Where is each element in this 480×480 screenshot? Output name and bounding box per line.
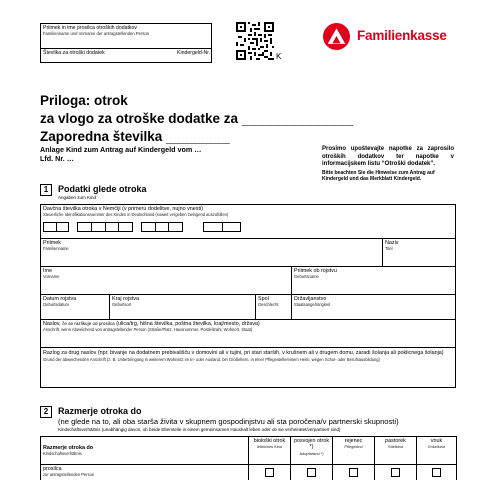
nationality-label-de: Staatsangehörigkeit bbox=[294, 302, 331, 308]
applicant-name-label-de: Familienname und Vorname der antragstellenden Person bbox=[43, 31, 150, 36]
child-benefit-number-field[interactable] bbox=[41, 48, 211, 62]
sex-field[interactable] bbox=[255, 295, 291, 319]
title-line-1: Priloga: otrok bbox=[40, 93, 128, 108]
birth-details-row bbox=[41, 295, 455, 320]
column-adopted-label: posvojen otrok *) bbox=[293, 438, 330, 451]
column-grandchild-label: vnuk bbox=[430, 438, 443, 444]
qr-marker-letter: K bbox=[276, 52, 282, 61]
column-stepchild-label: pastorek bbox=[385, 438, 406, 444]
tin-row bbox=[41, 205, 455, 239]
sex-label: Spol bbox=[258, 296, 269, 302]
sex-label-de: Geschlecht bbox=[258, 302, 279, 308]
tin-boxes-group-1[interactable] bbox=[43, 222, 69, 232]
subtitle-de: Anlage Kind zum Antrag auf Kindergeld vom … bbox=[40, 145, 202, 154]
reason-row bbox=[41, 348, 455, 388]
checkbox-adopted[interactable] bbox=[307, 468, 316, 477]
tin-boxes-group-4[interactable] bbox=[203, 222, 241, 232]
column-foster bbox=[333, 437, 375, 465]
birthname-field[interactable] bbox=[291, 267, 455, 294]
section-1-number: 1 bbox=[40, 184, 52, 196]
address-field[interactable] bbox=[41, 320, 455, 347]
pob-label: Kraj rojstva bbox=[112, 296, 139, 302]
child-details-grid bbox=[40, 204, 456, 388]
subtitle-number: Lfd. Nr. … bbox=[40, 154, 74, 163]
column-stepchild bbox=[375, 437, 417, 465]
title-sequence-blank[interactable]: ________ bbox=[166, 129, 231, 144]
address-row bbox=[41, 320, 455, 348]
benefit-number-label: Številka za otroški dodatek bbox=[43, 50, 105, 56]
column-grandchild-label-de: Enkelkind bbox=[428, 444, 445, 450]
checkbox-stepchild[interactable] bbox=[391, 468, 400, 477]
dob-label-de: Geburtsdatum bbox=[43, 302, 69, 308]
firstname-label: Ime bbox=[43, 268, 52, 274]
applicant-name-field[interactable] bbox=[41, 24, 211, 37]
title-field[interactable] bbox=[382, 239, 455, 266]
nationality-field[interactable] bbox=[291, 295, 455, 319]
dob-field[interactable] bbox=[41, 295, 109, 319]
logo-text: Familienkasse bbox=[357, 28, 447, 43]
instructions-note-sl: Prosimo upoštevajte napotke za zaprosilo otroških dodatkov ter napotke v informacijskem listu “Otroški dodatek”. bbox=[322, 146, 454, 168]
reason-field[interactable] bbox=[41, 348, 455, 387]
address-label-condition: če se razlikuje od prosilca bbox=[62, 321, 115, 326]
title-year-blank[interactable]: ______________ bbox=[241, 111, 354, 126]
tin-boxes-group-3[interactable] bbox=[141, 222, 183, 232]
checkbox-cell-stepchild bbox=[375, 465, 417, 480]
relationship-header-label: Razmerje otroka do bbox=[43, 444, 94, 451]
section-2-number: 2 bbox=[40, 406, 52, 418]
pob-field[interactable] bbox=[109, 295, 255, 319]
relationship-header-label-de: Kindschaftsverhältnis bbox=[43, 451, 82, 457]
surname-label-de: Familienname bbox=[43, 246, 69, 252]
column-biological bbox=[249, 437, 291, 465]
checkbox-cell-foster bbox=[333, 465, 375, 480]
title-line-3 bbox=[40, 128, 230, 146]
section-1-subtitle: Angaben zum Kind bbox=[58, 195, 97, 200]
reason-label-de: Grund der abweichenden Anschrift (z. B. Unterbringung in weiterem Wohnsitz im In- oder Ausland, bei Großeltern, in einer Pflegestelle/einem Heim, wegen Schul- oder Berufsausbildung) bbox=[43, 357, 380, 362]
birthname-label: Priimek ob rojstvu bbox=[294, 268, 337, 274]
tin-label: Davčna številka otroka v Nemčiji (v primeru dodelitve, nujno vnesti) bbox=[43, 206, 203, 212]
dob-label: Datum rojstva bbox=[43, 296, 77, 302]
instructions-note bbox=[322, 146, 454, 182]
tin-field[interactable] bbox=[41, 205, 455, 238]
section-2-subtitle-de: Kindschaftsverhältnis (unabhängig davon, ob beide Elternteile in einem gemeinsamen Haushalt leben oder ob sie verheiratet/verpartnert sind) bbox=[58, 427, 341, 432]
checkbox-grandchild[interactable] bbox=[432, 468, 441, 477]
column-biological-label: biološki otrok bbox=[253, 438, 286, 444]
nationality-label: Državljanstvo bbox=[294, 296, 327, 302]
section-2-title: Razmerje otroka do bbox=[58, 406, 142, 416]
relationship-row-applicant bbox=[41, 465, 457, 480]
benefit-number-label-de: Kindergeld-Nr. bbox=[177, 50, 211, 56]
tin-boxes-group-2[interactable] bbox=[77, 222, 133, 232]
relationship-row-label: prosilca bbox=[43, 466, 62, 472]
checkbox-cell-biological bbox=[249, 465, 291, 480]
checkbox-cell-grandchild bbox=[417, 465, 457, 480]
column-foster-label-de: Pflegekind bbox=[344, 444, 363, 450]
title-label: Naziv bbox=[385, 240, 399, 246]
applicant-name-label: Priimek in ime prosilca otroških dodatkov bbox=[43, 25, 137, 31]
title-line-2 bbox=[40, 110, 354, 128]
reason-label: Razlog za drug naslov (npr. bivanje na dodatnem prebivališču v domovini ali v tujini, pri stari starših, v krušnem ali v drugem domu, zaradi šolanja ali poklicnega šolanja) bbox=[43, 350, 444, 356]
instructions-note-de: Bitte beachten Sie die Hinweise zum Antrag auf Kindergeld und das Merkblatt Kindergeld. bbox=[322, 169, 435, 182]
column-foster-label: rejenec bbox=[344, 438, 363, 444]
relationship-header-row bbox=[41, 437, 457, 465]
column-grandchild bbox=[417, 437, 457, 465]
applicant-header-box bbox=[40, 23, 212, 63]
title-line-2-text: za vlogo za otroške dodatke za bbox=[40, 111, 239, 126]
checkbox-foster[interactable] bbox=[349, 468, 358, 477]
pob-label-de: Geburtsort bbox=[112, 302, 132, 308]
birthname-label-de: Geburtsname bbox=[294, 274, 319, 280]
column-stepchild-label-de: Stiefkind bbox=[388, 444, 403, 450]
tin-label-de: Steuerliche Identifikationsnummer des Kindes in Deutschland (soweit vergeben zwingend auszufüllen) bbox=[43, 212, 229, 218]
familienkasse-logo-icon bbox=[323, 23, 350, 50]
surname-row bbox=[41, 239, 455, 267]
title-label-de: Titel bbox=[385, 246, 393, 252]
relationship-row-label-cell bbox=[41, 465, 249, 480]
checkbox-biological[interactable] bbox=[265, 468, 274, 477]
qr-code-icon bbox=[236, 22, 274, 60]
surname-field[interactable] bbox=[41, 239, 382, 266]
section-1-title: Podatki glede otroka bbox=[58, 184, 147, 194]
relationship-header-cell bbox=[41, 437, 249, 465]
column-biological-label-de: leibliches Kind bbox=[257, 444, 282, 450]
address-label-main: Naslov, bbox=[43, 321, 61, 327]
firstname-row bbox=[41, 267, 455, 295]
surname-label: Priimek bbox=[43, 240, 61, 246]
checkbox-cell-adopted bbox=[291, 465, 333, 480]
column-adopted bbox=[291, 437, 333, 465]
firstname-field[interactable] bbox=[41, 267, 291, 294]
relationship-row-label-de: zur antragstellenden Person bbox=[43, 472, 95, 478]
section-2-subtitle: (ne glede na to, ali oba starša živita v skupnem gospodinjstvu ali sta poročena/v partnerski skupnosti) bbox=[58, 417, 399, 426]
column-adopted-label-de: Adoptivkind *) bbox=[299, 450, 324, 456]
firstname-label-de: Vorname bbox=[43, 274, 60, 280]
title-line-3-text: Zaporedna številka bbox=[40, 129, 163, 144]
address-label-de: Anschrift, wenn Abweichend von antragstellender Person (Straße/Platz, Hausnummer, Postleitzahl, Wohnort, Staat) bbox=[43, 327, 253, 333]
relationship-table bbox=[40, 436, 457, 480]
address-label-detail: (ulica/trg, hišna številka, poštna številka, kraj/mesto, država) bbox=[116, 321, 260, 327]
